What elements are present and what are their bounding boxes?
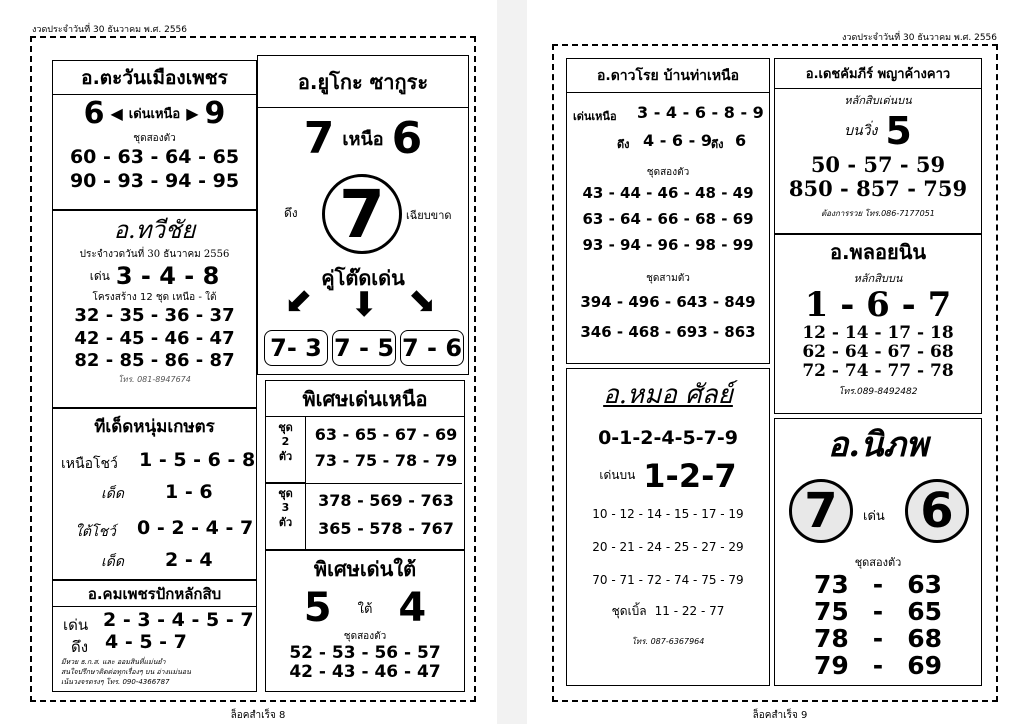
- tawan-section: [52, 60, 257, 210]
- row-value: 2 - 4: [165, 549, 213, 571]
- number-row: 12 - 14 - 17 - 18: [802, 323, 954, 344]
- section-title: อ.นิภพ: [827, 425, 929, 465]
- row-value: 3 - 4 - 6 - 8 - 9: [637, 103, 764, 122]
- section-title: อ.ดาวโรย บ้านท่าเหนือ: [567, 59, 769, 93]
- main-number: 7: [303, 112, 335, 164]
- row-label: เด็ด: [101, 554, 124, 570]
- number-row: 378 - 569 - 763: [318, 491, 454, 510]
- row-label: ชุดเบิ้ล: [611, 603, 647, 618]
- special-north-section: [265, 380, 465, 550]
- section-title: อ.พลอยนิน: [829, 240, 927, 264]
- main-label: เหนือ: [342, 128, 384, 150]
- sub-label: ชุดสองตัว: [133, 133, 176, 144]
- pair-box: 7- 3: [264, 330, 328, 366]
- pair-value: 65: [907, 597, 942, 626]
- set-label: ชุด 3 ตัว: [266, 483, 306, 549]
- number-row: 32 - 35 - 36 - 37: [74, 305, 235, 326]
- number-row: 62 - 64 - 67 - 68: [802, 342, 954, 363]
- section-title: อ.เดชคัมภีร์ พญาค้างคาว: [775, 59, 981, 89]
- number-row: 90 - 93 - 94 - 95: [69, 169, 240, 192]
- main-number: 1-2-7: [643, 456, 737, 495]
- special-south-section: [265, 550, 465, 692]
- sub-label: หลักสิบบน: [853, 272, 903, 285]
- number-line: 0-1-2-4-5-7-9: [598, 427, 738, 449]
- nipop-section: [774, 418, 982, 686]
- sub-label: ชุดสองตัว: [343, 631, 387, 642]
- row-value: 4 - 6 - 9: [643, 131, 712, 150]
- sub-label: ชุดสองตัว: [854, 556, 902, 569]
- main-label: เด่น: [89, 268, 110, 283]
- row-value: 4 - 5 - 7: [105, 631, 187, 653]
- pair-dash: -: [872, 597, 884, 626]
- row-label: ดึง: [71, 638, 89, 656]
- row-label: เด่นเหนือ: [573, 110, 617, 123]
- pair-value: 68: [907, 624, 942, 653]
- daoroi-section: [566, 58, 770, 364]
- left-page-footer: ล็อคสำเร็จ 8: [230, 710, 286, 721]
- section-title: อ.หมอ ศัลย์: [603, 379, 733, 410]
- number-row: 365 - 578 - 767: [318, 519, 454, 538]
- number-row: 63 - 65 - 67 - 69: [314, 425, 458, 444]
- right-page-header: งวดประจำวันที่ 30 ธันวาคม พ.ศ. 2556: [842, 33, 998, 43]
- main-label: ใต้: [357, 601, 373, 617]
- number-row: 52 - 53 - 56 - 57: [289, 643, 441, 663]
- row-label: เด็ด: [101, 486, 124, 502]
- number-row: 93 - 94 - 96 - 98 - 99: [582, 236, 754, 254]
- row-label: ดึง: [711, 138, 724, 151]
- circled-number: 7: [322, 174, 402, 254]
- arrow-down-left-icon: ⬋: [284, 281, 313, 321]
- row-value: 11 - 22 - 77: [654, 604, 725, 619]
- number-row: 63 - 64 - 66 - 68 - 69: [582, 210, 754, 228]
- number-row: 42 - 45 - 46 - 47: [74, 327, 235, 349]
- main-number: 6: [83, 95, 105, 131]
- section-title: อ.ยูโกะ ซากูระ: [258, 56, 468, 108]
- khom-section: [52, 580, 257, 692]
- pull-label: ดึง: [284, 206, 298, 220]
- taweechai-section: [52, 210, 257, 408]
- pair-dash: -: [872, 651, 884, 680]
- row-value: 1 - 6: [165, 481, 213, 503]
- left-page-header: งวดประจำวันที่ 30 ธันวาคม พ.ศ. 2556: [32, 25, 188, 35]
- row-label: ใต้โชว์: [75, 524, 116, 540]
- sub-label: หลักสิบเด่นบน: [844, 94, 912, 107]
- number-row: 850 - 857 - 759: [788, 176, 968, 202]
- number-row: 43 - 44 - 46 - 48 - 49: [582, 184, 754, 202]
- pair-value: 63: [907, 570, 942, 599]
- arrow-down-icon: ⬇: [350, 285, 379, 325]
- page-gutter: [497, 0, 527, 724]
- number-row: 42 - 43 - 46 - 47: [289, 661, 441, 682]
- row-label: เด่น: [63, 616, 89, 634]
- right-page-footer: ล็อคสำเร็จ 9: [752, 710, 808, 721]
- row-value: 2 - 3 - 4 - 5 - 7: [103, 609, 254, 631]
- pair-value: 73: [814, 570, 849, 599]
- pair-dash: -: [872, 570, 884, 599]
- number-row: 60 - 63 - 64 - 65: [69, 146, 240, 168]
- section-title: ทีเด็ดหนุ่มเกษตร: [94, 416, 215, 437]
- number-row: 50 - 57 - 59: [810, 152, 946, 177]
- phone-line: โทร. 087-6367964: [631, 636, 705, 646]
- row-value: 0 - 2 - 4 - 7: [137, 517, 254, 539]
- pair-value: 75: [814, 597, 849, 626]
- number-row: 73 - 75 - 78 - 79: [314, 451, 458, 470]
- row-value: 6: [735, 131, 747, 150]
- sub-label: ชุดสามตัว: [646, 273, 690, 284]
- pair-box: 7 - 5: [332, 330, 396, 366]
- section-title: อ.ทวีชัย: [113, 215, 196, 244]
- pair-list: [775, 571, 981, 679]
- circled-number: 6: [905, 479, 969, 543]
- pair-value: 79: [814, 651, 849, 680]
- kuto-label: คู่โต๊ดเด่น: [321, 266, 405, 290]
- structure-line: โครงสร้าง 12 ชุด เหนือ - ใต้: [92, 292, 217, 303]
- note-line: เน้นวงจรตรงๆ โทร. 090-4366787: [61, 678, 170, 686]
- main-number: 1 - 6 - 7: [804, 285, 952, 325]
- section-title: อ.ตะวันเมืองเพชร: [53, 61, 256, 95]
- section-title: พิเศษเด่นใต้: [313, 557, 417, 581]
- triangle-right-icon: ▶: [186, 103, 199, 123]
- number-row: 394 - 496 - 643 - 849: [580, 293, 756, 311]
- ploinin-section: [774, 234, 982, 414]
- pair-box: 7 - 6: [400, 330, 464, 366]
- triangle-left-icon: ◀: [110, 103, 123, 123]
- note-line: มีหวย ธ.ก.ส. และ ออมสินที่แม่นยำ: [61, 658, 166, 666]
- number-row: 346 - 468 - 693 - 863: [580, 323, 756, 341]
- row-label: เหนือโชว์: [61, 456, 118, 472]
- row-label: ดึง: [617, 138, 630, 151]
- mor-section: [566, 368, 770, 686]
- number-row: 70 - 71 - 72 - 74 - 75 - 79: [592, 572, 744, 587]
- row-value: 1 - 5 - 6 - 8: [139, 449, 256, 471]
- note-line: สนใจปรึกษาติดต่อทุกเรื่องๆ บน อ่างแม่นอน: [61, 668, 191, 676]
- pair-dash: -: [872, 624, 884, 653]
- number-row: 10 - 12 - 14 - 15 - 17 - 19: [592, 506, 744, 521]
- phone-line: โทร. 081-8947674: [118, 374, 191, 384]
- circled-number: 7: [789, 479, 853, 543]
- main-label: เด่น: [863, 509, 885, 524]
- main-number: 4: [398, 585, 427, 631]
- main-label: เด่นบน: [599, 468, 636, 483]
- main-number: 5: [885, 109, 912, 153]
- right-label: เฉียบขาด: [406, 209, 452, 222]
- det-section: [774, 58, 982, 234]
- set-label: ชุด 2 ตัว: [266, 417, 306, 483]
- sub-label: ชุดสองตัว: [646, 167, 690, 178]
- number-row: 72 - 74 - 77 - 78: [802, 360, 954, 381]
- section-title: อ.คมเพชรปักหลักสิบ: [53, 581, 256, 607]
- main-number: 3 - 4 - 8: [115, 262, 220, 290]
- phone-line: ต้องการรวย โทร.086-7177051: [821, 209, 935, 219]
- main-number: 5: [303, 585, 332, 631]
- pair-value: 69: [907, 651, 942, 680]
- phone-line: โทร.089-8492482: [838, 387, 918, 398]
- main-label: เด่นเหนือ: [128, 106, 181, 122]
- number-row: 82 - 85 - 86 - 87: [74, 350, 235, 371]
- num-kaset-section: [52, 408, 257, 580]
- pair-value: 78: [814, 624, 849, 653]
- main-number: 6: [391, 112, 423, 164]
- date-line: ประจำงวดวันที่ 30 ธันวาคม 2556: [79, 249, 230, 260]
- yuki-section: [257, 55, 469, 375]
- main-number: 9: [204, 95, 226, 131]
- number-row: 20 - 21 - 24 - 25 - 27 - 29: [592, 539, 744, 554]
- main-label: บนวิ่ง: [844, 123, 878, 139]
- section-title: พิเศษเด่นเหนือ: [266, 381, 464, 417]
- arrow-down-right-icon: ⬊: [408, 281, 437, 321]
